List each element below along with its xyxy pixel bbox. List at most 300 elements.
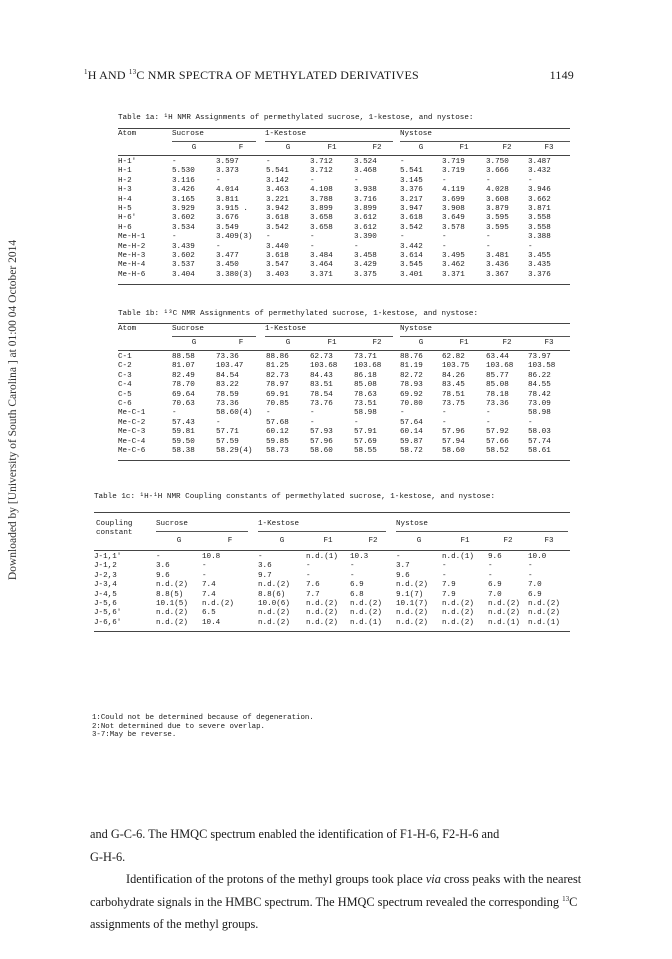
table-row xyxy=(118,438,570,447)
table-row xyxy=(94,572,570,581)
table-cell: 57.92 xyxy=(486,428,509,437)
table-cell: 3.442 xyxy=(400,242,423,251)
subheader-blank xyxy=(94,537,156,546)
body-line-2: G-H-6. xyxy=(90,849,126,864)
table-cell: - xyxy=(266,233,271,242)
table-cell: 82.49 xyxy=(172,371,195,380)
table-cell: - xyxy=(488,571,493,580)
download-notice-text: Downloaded by [University of South Carolina ] at 01:00 04 October 2014 xyxy=(7,239,19,581)
table-1c-group-coupling: Coupling xyxy=(96,520,133,528)
table-cell: 103.47 xyxy=(216,362,244,371)
table-cell: 3.221 xyxy=(266,195,289,204)
table-cell: 81.19 xyxy=(400,362,423,371)
table-cell: - xyxy=(354,418,359,427)
table-cell: 3.6 xyxy=(258,562,272,571)
table-1b-group-nystose: Nystose xyxy=(400,325,432,333)
row-label: H-6 xyxy=(118,223,132,232)
table-cell: 3.719 xyxy=(442,167,465,176)
table-cell: 57.43 xyxy=(172,418,195,427)
table-cell: 10.1(7) xyxy=(396,600,428,609)
table-cell: - xyxy=(310,409,315,418)
column-subheader: F2 xyxy=(502,339,512,347)
table-cell: 3.217 xyxy=(400,195,423,204)
table-cell: - xyxy=(310,176,315,185)
row-label: Me-C-4 xyxy=(118,437,146,446)
table-1b-body xyxy=(118,353,570,456)
subheader-row xyxy=(118,144,570,153)
table-1c-group-underline xyxy=(258,531,386,532)
table-cell: 7.9 xyxy=(442,581,456,590)
table-cell: 3.947 xyxy=(400,205,423,214)
table-cell: 3.367 xyxy=(486,270,509,279)
table-cell: 3.712 xyxy=(310,158,333,166)
row-label: Me-C-6 xyxy=(118,447,146,456)
table-cell: n.d.(2) xyxy=(488,609,520,618)
table-row xyxy=(118,400,570,409)
table-cell: 3.558 xyxy=(528,223,551,232)
table-cell: - xyxy=(266,158,271,166)
table-cell: n.d.(2) xyxy=(258,609,290,618)
table-cell: 83.45 xyxy=(442,381,465,390)
table-cell: 4.108 xyxy=(310,186,333,195)
row-label: H-5 xyxy=(118,205,132,214)
table-row xyxy=(118,224,570,233)
table-cell: 7.9 xyxy=(442,590,456,599)
table-cell: - xyxy=(486,176,491,185)
table-cell: 3.618 xyxy=(400,214,423,223)
table-cell: 3.666 xyxy=(486,167,509,176)
table-cell: 3.915 . xyxy=(216,205,248,214)
footnote-2: 2:Not determined due to severe overlap. xyxy=(92,722,265,731)
table-cell: 7.4 xyxy=(202,590,216,599)
table-row xyxy=(118,372,570,381)
table-cell: - xyxy=(156,553,161,561)
column-subheader: F2 xyxy=(502,144,512,152)
table-cell: 3.145 xyxy=(400,176,423,185)
table-cell: 3.542 xyxy=(400,223,423,232)
table-cell: 3.463 xyxy=(266,186,289,195)
table-row xyxy=(118,158,570,167)
table-cell: 82.72 xyxy=(400,371,423,380)
table-cell: 9.6 xyxy=(488,553,502,561)
table-cell: 3.676 xyxy=(216,214,239,223)
table-cell: 58.29(4) xyxy=(216,447,253,456)
table-cell: 70.80 xyxy=(400,400,423,409)
row-label: C-3 xyxy=(118,371,132,380)
column-subheader: F1 xyxy=(323,537,333,545)
row-label: Me-H-6 xyxy=(118,270,146,279)
table-cell: 73.36 xyxy=(486,400,509,409)
table-cell: 57.68 xyxy=(266,418,289,427)
table-row xyxy=(118,271,570,280)
table-1a-group-underline xyxy=(172,141,256,142)
row-label: J-6,6' xyxy=(94,618,122,627)
table-row xyxy=(118,353,570,362)
column-subheader: G xyxy=(176,537,182,545)
table-cell: 73.51 xyxy=(354,400,377,409)
table-1b-top-rule xyxy=(118,323,570,324)
table-cell: - xyxy=(442,418,447,427)
table-row xyxy=(94,553,570,562)
row-label: J-4,5 xyxy=(94,590,117,599)
column-subheader: G xyxy=(191,339,197,347)
table-cell: 3.879 xyxy=(486,205,509,214)
table-cell: 3.788 xyxy=(310,195,333,204)
table-cell: 3.436 xyxy=(486,261,509,270)
column-subheader: F xyxy=(238,339,244,347)
table-cell: n.d.(2) xyxy=(202,600,234,609)
table-cell: 58.73 xyxy=(266,447,289,456)
column-subheader: G xyxy=(279,537,285,545)
table-cell: 3.487 xyxy=(528,158,551,166)
row-label: C-4 xyxy=(118,381,132,390)
row-label: Me-H-2 xyxy=(118,242,146,251)
table-cell: 3.458 xyxy=(354,252,377,261)
table-cell: 3.658 xyxy=(310,214,333,223)
table-cell: 58.55 xyxy=(354,447,377,456)
table-cell: 73.97 xyxy=(528,353,551,361)
table-cell: - xyxy=(350,562,355,571)
table-cell: 62.73 xyxy=(310,353,333,361)
table-cell: 3.811 xyxy=(216,195,239,204)
table-cell: 3.376 xyxy=(400,186,423,195)
table-cell: 103.75 xyxy=(442,362,470,371)
table-1c-group-kestose: 1-Kestose xyxy=(258,520,300,528)
row-label: J-3,4 xyxy=(94,581,117,590)
table-cell: 3.390 xyxy=(354,233,377,242)
table-cell: 3.595 xyxy=(486,214,509,223)
column-subheader: F3 xyxy=(544,537,554,545)
table-cell: 3.649 xyxy=(442,214,465,223)
column-subheader: G xyxy=(418,144,424,152)
table-cell: 3.658 xyxy=(310,223,333,232)
row-label: J-1,2 xyxy=(94,562,117,571)
table-cell: 8.8(6) xyxy=(258,590,286,599)
table-cell: 10.0(6) xyxy=(258,600,290,609)
table-cell: 103.68 xyxy=(310,362,338,371)
table-cell: 3.534 xyxy=(172,223,195,232)
table-cell: - xyxy=(172,409,177,418)
table-cell: 3.719 xyxy=(442,158,465,166)
table-cell: n.d.(2) xyxy=(442,618,474,627)
table-cell: - xyxy=(400,158,405,166)
table-cell: 57.66 xyxy=(486,437,509,446)
table-cell: 86.22 xyxy=(528,371,551,380)
table-cell: 10.0 xyxy=(528,553,547,561)
table-1c-bottom-rule xyxy=(94,631,570,632)
table-cell: 69.92 xyxy=(400,390,423,399)
table-cell: 3.929 xyxy=(172,205,195,214)
table-cell: 6.9 xyxy=(488,581,502,590)
table-cell: 82.73 xyxy=(266,371,289,380)
table-footnotes xyxy=(92,714,314,740)
table-1b-caption: Table 1b: ¹³C NMR Assignments of permethylated sucrose, 1-kestose, and nystose: xyxy=(118,310,479,318)
table-cell: 78.97 xyxy=(266,381,289,390)
table-cell: 78.63 xyxy=(354,390,377,399)
column-subheader: F1 xyxy=(459,339,469,347)
table-cell: - xyxy=(310,242,315,251)
table-cell: - xyxy=(528,418,533,427)
table-cell: 3.376 xyxy=(528,270,551,279)
body-p2-via: via xyxy=(425,872,441,886)
table-cell: - xyxy=(216,418,221,427)
table-cell: 6.8 xyxy=(350,590,364,599)
table-1b-group-underline xyxy=(265,336,393,337)
table-cell: 78.18 xyxy=(486,390,509,399)
table-cell: - xyxy=(486,418,491,427)
table-cell: 103.58 xyxy=(528,362,556,371)
table-cell: 3.165 xyxy=(172,195,195,204)
table-1c-group-constant: constant xyxy=(96,529,133,537)
table-cell: 84.55 xyxy=(528,381,551,390)
table-cell: 58.61 xyxy=(528,447,551,456)
table-cell: 70.63 xyxy=(172,400,195,409)
table-cell: - xyxy=(258,553,263,561)
row-label: Me-C-2 xyxy=(118,418,146,427)
table-cell: 3.426 xyxy=(172,186,195,195)
table-row xyxy=(118,186,570,195)
table-cell: 3.899 xyxy=(354,205,377,214)
table-1b-group-underline xyxy=(172,336,256,337)
table-cell: - xyxy=(528,571,533,580)
table-cell: 3.542 xyxy=(266,223,289,232)
table-cell: - xyxy=(350,571,355,580)
table-row xyxy=(94,581,570,590)
table-cell: 59.87 xyxy=(400,437,423,446)
table-cell: - xyxy=(202,571,207,580)
table-cell: - xyxy=(400,233,405,242)
body-p2-a: Identification of the protons of the methyl groups took place xyxy=(126,872,426,886)
row-label: H-2 xyxy=(118,176,132,185)
table-cell: 4.119 xyxy=(442,186,465,195)
table-cell: n.d.(2) xyxy=(396,618,428,627)
table-cell: n.d.(2) xyxy=(350,609,382,618)
table-cell: n.d.(1) xyxy=(528,618,560,627)
table-cell: 10.3 xyxy=(350,553,369,561)
row-label: Me-H-1 xyxy=(118,233,146,242)
download-notice xyxy=(6,190,20,630)
table-cell: - xyxy=(528,242,533,251)
table-1b xyxy=(118,310,578,470)
table-cell: 78.54 xyxy=(310,390,333,399)
row-label: J-5,6 xyxy=(94,600,117,609)
superscript-13: 13 xyxy=(128,68,137,76)
table-row xyxy=(118,233,570,242)
column-subheader: G xyxy=(285,339,291,347)
table-1c-grid xyxy=(94,537,570,546)
table-cell: 3.404 xyxy=(172,270,195,279)
table-cell: 57.96 xyxy=(442,428,465,437)
table-cell: - xyxy=(172,158,177,166)
table-row xyxy=(118,196,570,205)
table-1c-group-underline xyxy=(396,531,568,532)
table-1b-grid xyxy=(118,339,570,348)
table-cell: 78.51 xyxy=(442,390,465,399)
table-cell: 9.6 xyxy=(396,571,410,580)
table-cell: 10.4 xyxy=(202,618,221,627)
table-cell: 73.09 xyxy=(528,400,551,409)
table-1a-header-rule xyxy=(118,155,570,156)
table-cell: 88.76 xyxy=(400,353,423,361)
column-subheader: F1 xyxy=(460,537,470,545)
table-cell: 60.14 xyxy=(400,428,423,437)
table-cell: 88.86 xyxy=(266,353,289,361)
table-cell: 103.68 xyxy=(354,362,382,371)
table-cell: n.d.(2) xyxy=(528,600,560,609)
table-row xyxy=(118,362,570,371)
table-cell: 3.716 xyxy=(354,195,377,204)
table-row xyxy=(118,428,570,437)
table-row xyxy=(118,205,570,214)
table-1a-group-nystose: Nystose xyxy=(400,130,432,138)
table-cell: 84.26 xyxy=(442,371,465,380)
table-cell: 3.481 xyxy=(486,252,509,261)
table-1a-caption: Table 1a: ¹H NMR Assignments of permethylated sucrose, 1-kestose, and nystose: xyxy=(118,114,474,122)
table-cell: 58.60 xyxy=(442,447,465,456)
table-cell: 3.409(3) xyxy=(216,233,253,242)
table-row xyxy=(118,419,570,428)
table-cell: 3.7 xyxy=(396,562,410,571)
column-subheader: F1 xyxy=(327,144,337,152)
table-cell: 58.03 xyxy=(528,428,551,437)
table-cell: 3.750 xyxy=(486,158,509,166)
table-cell: 3.439 xyxy=(172,242,195,251)
table-cell: 83.51 xyxy=(310,381,333,390)
table-cell: 3.612 xyxy=(354,214,377,223)
row-label: Me-H-3 xyxy=(118,252,146,261)
table-cell: - xyxy=(354,242,359,251)
row-label: H-6' xyxy=(118,214,137,223)
table-cell: 3.468 xyxy=(354,167,377,176)
row-label: Me-C-1 xyxy=(118,409,146,418)
table-1a-group-atom: Atom xyxy=(118,130,137,138)
table-cell: n.d.(2) xyxy=(306,600,338,609)
table-cell: - xyxy=(442,233,447,242)
table-cell: 3.373 xyxy=(216,167,239,176)
row-label: J-2,3 xyxy=(94,571,117,580)
table-1b-group-underline xyxy=(400,336,570,337)
table-1b-group-atom: Atom xyxy=(118,325,137,333)
table-cell: 5.541 xyxy=(266,167,289,176)
table-cell: 57.69 xyxy=(354,437,377,446)
table-cell: - xyxy=(442,562,447,571)
table-1a-group-underline xyxy=(265,141,393,142)
table-cell: - xyxy=(266,409,271,418)
table-cell: 3.558 xyxy=(528,214,551,223)
column-subheader: G xyxy=(418,339,424,347)
table-cell: 3.403 xyxy=(266,270,289,279)
table-cell: - xyxy=(354,176,359,185)
table-cell: 8.8(5) xyxy=(156,590,184,599)
page-number: 1149 xyxy=(549,68,574,82)
table-cell: 3.614 xyxy=(400,252,423,261)
table-row xyxy=(118,177,570,186)
table-cell: 3.899 xyxy=(310,205,333,214)
table-cell: 3.942 xyxy=(266,205,289,214)
table-cell: 69.64 xyxy=(172,390,195,399)
table-1a-top-rule xyxy=(118,128,570,129)
table-cell: 3.116 xyxy=(172,176,195,185)
table-cell: 6.5 xyxy=(202,609,216,618)
table-cell: n.d.(2) xyxy=(442,609,474,618)
table-cell: 58.98 xyxy=(528,409,551,418)
table-cell: 3.602 xyxy=(172,252,195,261)
table-row xyxy=(118,252,570,261)
table-cell: 3.712 xyxy=(310,167,333,176)
table-cell: 85.08 xyxy=(486,381,509,390)
table-cell: 3.946 xyxy=(528,186,551,195)
table-row xyxy=(94,600,570,609)
row-label: C-6 xyxy=(118,400,132,409)
row-label: C-1 xyxy=(118,353,132,361)
table-cell: 73.75 xyxy=(442,400,465,409)
table-1c-top-rule xyxy=(94,512,570,513)
table-cell: 73.76 xyxy=(310,400,333,409)
footnote-1: 1:Could not be determined because of degeneration. xyxy=(92,714,314,722)
table-cell: n.d.(2) xyxy=(156,618,188,627)
table-cell: 10.1(5) xyxy=(156,600,188,609)
table-cell: 7.6 xyxy=(306,581,320,590)
table-1b-group-sucrose: Sucrose xyxy=(172,325,204,333)
table-cell: 63.44 xyxy=(486,353,509,361)
footnote-3: 3-7:May be reverse. xyxy=(92,731,177,740)
table-cell: 3.662 xyxy=(528,195,551,204)
table-row xyxy=(118,214,570,223)
table-cell: 58.38 xyxy=(172,447,195,456)
table-cell: 3.477 xyxy=(216,252,239,261)
table-cell: 57.64 xyxy=(400,418,423,427)
table-row xyxy=(118,409,570,418)
table-cell: 4.028 xyxy=(486,186,509,195)
table-row xyxy=(118,261,570,270)
table-row xyxy=(118,391,570,400)
table-cell: n.d.(2) xyxy=(306,609,338,618)
table-cell: 7.7 xyxy=(306,590,320,599)
table-1c-caption: Table 1c: ¹H-¹H NMR Coupling constants of permethylated sucrose, 1-kestose, and nystose: xyxy=(94,493,496,501)
table-1b-group-kestose: 1-Kestose xyxy=(265,325,307,333)
table-cell: - xyxy=(486,242,491,251)
table-cell: 7.4 xyxy=(202,581,216,590)
table-cell: - xyxy=(310,418,315,427)
subheader-row xyxy=(94,537,570,546)
table-cell: 78.70 xyxy=(172,381,195,390)
table-cell: 3.618 xyxy=(266,214,289,223)
table-cell: 59.85 xyxy=(266,437,289,446)
subheader-row xyxy=(118,339,570,348)
table-cell: 3.388 xyxy=(528,233,551,242)
body-p2-c: C assignments of the methyl groups. xyxy=(90,894,578,931)
table-1a-group-kestose: 1-Kestose xyxy=(265,130,307,138)
table-cell: 7.0 xyxy=(528,581,542,590)
table-cell: 57.71 xyxy=(216,428,239,437)
table-cell: 78.59 xyxy=(216,390,239,399)
column-subheader: F3 xyxy=(544,339,554,347)
table-cell: 6.9 xyxy=(350,581,364,590)
table-cell: 60.12 xyxy=(266,428,289,437)
table-cell: 73.71 xyxy=(354,353,377,361)
table-cell: - xyxy=(216,176,221,185)
table-1a-grid xyxy=(118,144,570,153)
table-cell: 58.60 xyxy=(310,447,333,456)
table-cell: 84.43 xyxy=(310,371,333,380)
table-cell: 81.07 xyxy=(172,362,195,371)
table-cell: 3.612 xyxy=(354,223,377,232)
table-cell: 3.618 xyxy=(266,252,289,261)
table-cell: 3.450 xyxy=(216,261,239,270)
row-label: H-4 xyxy=(118,195,132,204)
table-cell: - xyxy=(528,562,533,571)
table-1c-group-underline xyxy=(156,531,248,532)
